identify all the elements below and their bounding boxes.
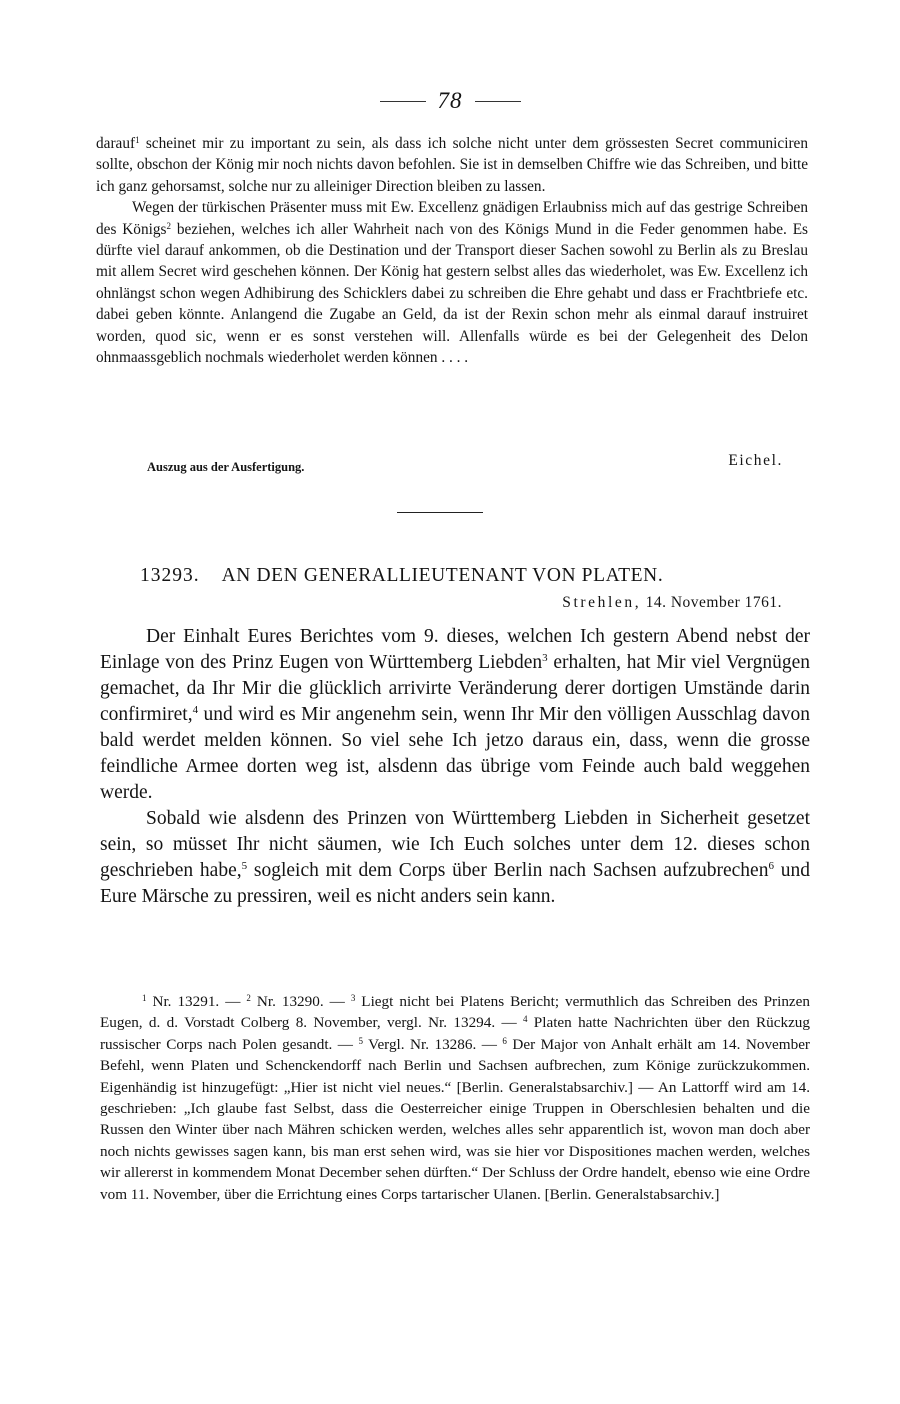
main-paragraph-2 xyxy=(100,806,810,910)
page-header xyxy=(0,88,900,114)
main-paragraph-1 xyxy=(100,624,810,806)
footnote-text-3: Liegt nicht bei Platens Bericht; vermuthlich das Schreiben des Prinzen Eugen, d. d. Vorstadt Colberg 8. November, vergl. Nr. 13294. — xyxy=(100,993,810,1032)
letter-paragraph-2 xyxy=(96,197,808,368)
footnote-text-4: Platen hatte Nachrichten über den Rückzug russischer Corps nach Polen gesandt. — xyxy=(100,1014,810,1053)
document-title: AN DEN GENERALLIEUTENANT VON PLATEN. xyxy=(221,565,664,586)
footnote-block xyxy=(100,991,810,1205)
document-heading xyxy=(140,565,663,587)
main-text xyxy=(100,624,810,910)
footnote-mark-4: 4 xyxy=(522,1014,528,1025)
text-run: darauf xyxy=(96,135,136,152)
footnote-ref-1: 1 xyxy=(135,135,140,145)
dateline-place: Strehlen, xyxy=(562,594,642,611)
footnote-mark-2: 2 xyxy=(246,993,251,1003)
text-run: und Eure Märsche zu pressiren, weil es nicht anders sein kann. xyxy=(100,860,810,907)
text-run: Wegen der türkischen Präsenter muss mit Ew. Excellenz gnädigen Erlaubniss mich auf das gestrige Schreiben des Königs xyxy=(96,199,808,238)
text-run: und wird es Mir angenehm sein, wenn Ihr Mir den völligen Ausschlag davon bald werdet melden können. So viel sehe Ich jetzo daraus ein, dass, wenn die grosse feindliche Armee dorten weg ist, alsdenn das übrige vom Feinde auch bald weggehen werde. xyxy=(100,704,810,803)
footnote-ref-6: 6 xyxy=(768,860,774,872)
footnote-ref-3: 3 xyxy=(542,652,548,664)
text-run: beziehen, welches ich aller Wahrheit nach von des Königs Mund in die Feder genommen habe. Es dürfte viel darauf ankommen, ob die Destination und der Transport dieser Sachen sowohl zu Berlin als zu Breslau mit allem Secret wird geschehen können. Der König hat gestern selbst alles das wiederholet, was Ew. Excellenz ich ohnlängst schon wegen Adhibirung des Schicklers dabei zu schreiben die Ehre gehabt und dass er Frachtbriefe etc. dabei geben könnte. Anlangend die Zugabe an Geld, da ist der Rexin schon mehr als einmal darauf instruiret worden, quod sic, wenn er es sonst verstehen will. Allenfalls würde es bei der Gelegenheit des Delon ohnmaassgeblich nochmals wiederholet werden können . . . . xyxy=(96,220,808,367)
footnote-mark-1: 1 xyxy=(142,993,147,1003)
dateline-date: 14. November 1761. xyxy=(641,594,782,611)
document-number: 13293. xyxy=(140,565,200,586)
text-run: erhalten, hat Mir viel Vergnügen gemachet, da Ihr Mir die glücklich arrivirte Veränderung derer dortigen Umstände darin confirmiret, xyxy=(100,652,810,725)
text-run: Sobald wie alsdenn des Prinzen von Württemberg Liebden in Sicherheit gesetzet sein, so müsset Ihr nicht säumen, wie Ich Euch solches unter dem 12. dieses schon geschrieben habe, xyxy=(100,808,810,881)
text-run: scheinet mir zu important zu sein, als dass ich solche nicht unter dem grössesten Secret communiciren sollte, obschon der König mir noch nichts davon befohlen. Sie ist in demselben Chiffre wie das Schreiben, und bitte ich ganz gehorsamst, solche nur zu alleiniger Direction bleiben zu lassen. xyxy=(96,135,808,195)
letter-continuation xyxy=(96,133,808,368)
section-divider xyxy=(397,512,483,513)
footnote-ref-4: 4 xyxy=(192,704,199,716)
footnote-mark-3: 3 xyxy=(350,993,356,1003)
footnote-text-1: Nr. 13291. — xyxy=(146,993,247,1010)
dateline xyxy=(562,594,782,612)
signature: Eichel. xyxy=(728,452,783,469)
page-number: 78 xyxy=(437,88,463,113)
footnote-text-2: Nr. 13290. — xyxy=(250,993,351,1010)
footnote-text-5: Vergl. Nr. 13286. — xyxy=(362,1035,503,1053)
footnote-mark-5: 5 xyxy=(358,1035,363,1046)
header-rule-right xyxy=(475,101,521,102)
footnote-mark-6: 6 xyxy=(502,1035,507,1046)
source-note: Auszug aus der Ausfertigung. xyxy=(147,460,305,474)
text-run: sogleich mit dem Corps über Berlin nach Sachsen aufzubrechen xyxy=(247,860,769,881)
text-run: Der Einhalt Eures Berichtes vom 9. dieses, welchen Ich gestern Abend nebst der Einlage von des Prinz Eugen von Württemberg Liebden xyxy=(100,626,810,673)
header-rule-left xyxy=(380,101,426,102)
letter-paragraph-1 xyxy=(96,133,808,197)
footnote-ref-2: 2 xyxy=(166,220,171,231)
footnotes xyxy=(100,991,810,1205)
footnote-text-6: Der Major von Anhalt erhält am 14. November Befehl, wenn Platen und Schenckendorff nach Berlin und Sachsen aufbrechen, zum Könige zurückzukommen. Eigenhändig ist hinzugefügt: „Hier ist nicht viel neues.“ [Berlin. Generalstabsarchiv.] — An Lattorff wird am 14. geschrieben: „Ich glaube fast Selbst, dass die Oesterreicher einige Truppen in Oberschlesien behalten und die Russen den Winter über nach Mähren schicken werden, welches alles sehr apparentlich ist, wovon man doch aber noch nichts gewisses sagen kann, bis man erst sehen wird, was sie hier vor Dispositiones machen werden, welches wir allererst in kommendem Monat December sehen dürften.“ Der Schluss der Ordre handelt, ebenso wie eine Ordre vom 11. November, über die Errichtung eines Corps tartarischer Ulanen. [Berlin. Generalstabsarchiv.] xyxy=(100,1035,810,1203)
footnote-ref-5: 5 xyxy=(241,860,248,872)
